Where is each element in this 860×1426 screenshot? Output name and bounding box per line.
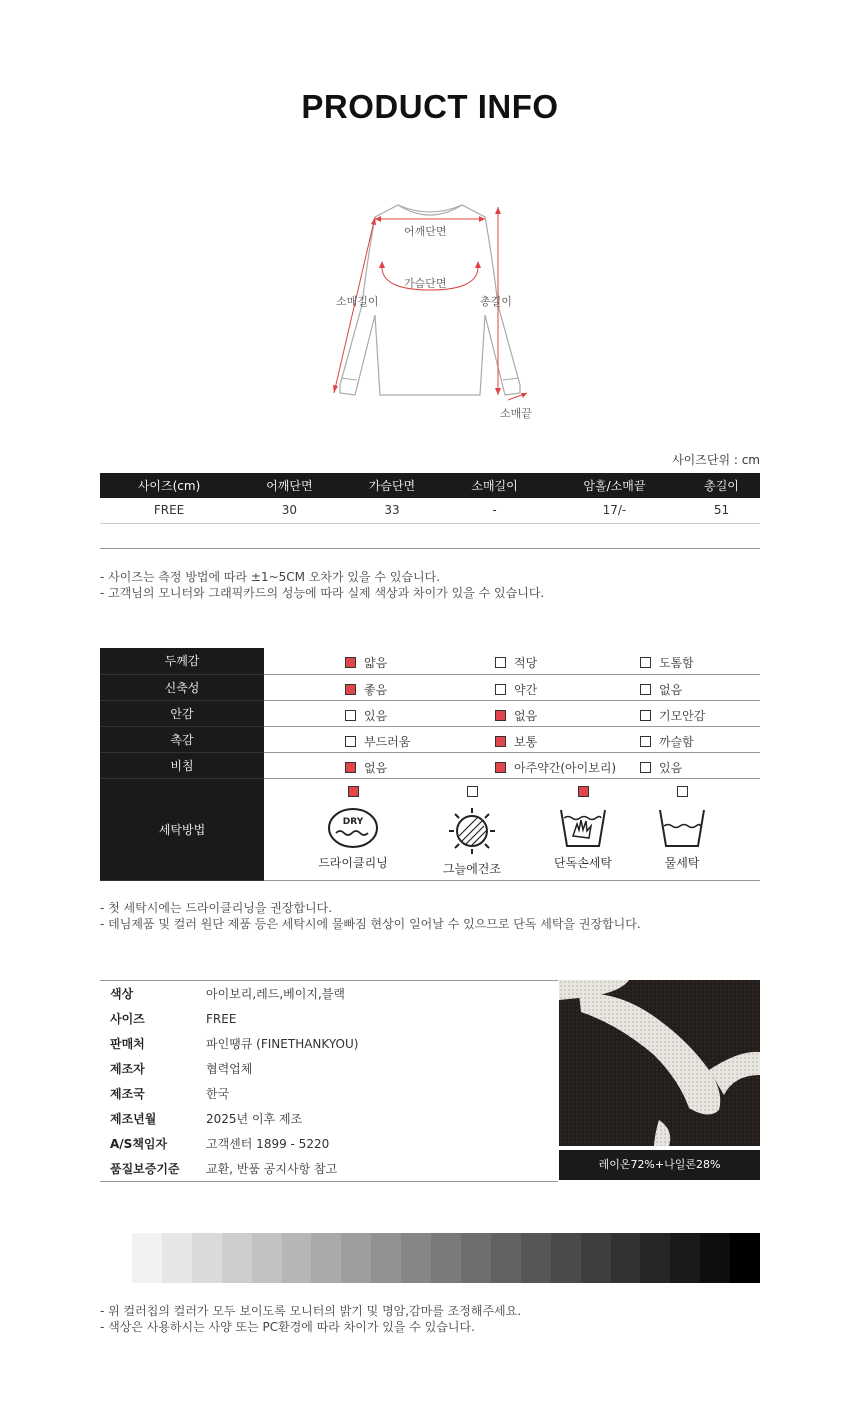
material-option[interactable]: [495, 733, 537, 750]
size-unit: 사이즈단위 : cm: [672, 453, 760, 467]
material-label: 안감: [100, 700, 264, 726]
material-option[interactable]: [640, 681, 682, 698]
gray-chip: [611, 1233, 641, 1283]
option-label: 없음: [364, 760, 388, 775]
option-label: 얇음: [364, 656, 388, 670]
shoulder-label: 어깨단면: [404, 225, 447, 238]
info-row: [100, 1056, 558, 1081]
info-value: FREE: [206, 1011, 237, 1026]
checkbox-icon: [677, 786, 688, 797]
option-label: 좋음: [364, 682, 388, 697]
checkbox-icon: [467, 786, 478, 797]
wash-notes: [100, 900, 641, 932]
info-row: [100, 1131, 558, 1156]
product-info-table: [100, 980, 558, 1182]
table-row: [100, 498, 760, 523]
info-row: [100, 981, 558, 1006]
gray-chip: [401, 1233, 431, 1283]
sleeve-length-label: 소매길이: [336, 295, 379, 308]
material-label: 신축성: [100, 674, 264, 700]
material-option[interactable]: [345, 733, 410, 750]
wash-option[interactable]: [528, 779, 638, 871]
gray-chip: [132, 1233, 162, 1283]
material-options: [264, 752, 760, 778]
option-label: 도톰함: [659, 656, 694, 670]
info-key: 제조국: [110, 1087, 145, 1101]
cell-size: FREE: [100, 498, 238, 523]
material-label: 비침: [100, 752, 264, 778]
color-note: - 색상은 사용하시는 사양 또는 PC환경에 따라 차이가 있을 수 있습니다.: [100, 1320, 475, 1334]
wash-label: 드라이클리닝: [318, 855, 388, 870]
material-option[interactable]: [640, 733, 694, 750]
header-chest: 가슴단면: [341, 473, 444, 498]
checkbox-icon: [348, 786, 359, 797]
material-options: [264, 648, 760, 674]
info-key: 제조년월: [110, 1112, 157, 1126]
chest-label: 가슴단면: [404, 277, 447, 290]
checkbox-icon: [345, 762, 356, 773]
gray-chip: [431, 1233, 461, 1283]
material-row: [100, 726, 760, 752]
gray-chip: [252, 1233, 282, 1283]
info-value: 2025년 이후 제조: [206, 1112, 303, 1126]
cell-length: 51: [683, 498, 760, 523]
cell-shoulder: 30: [238, 498, 341, 523]
header-sleeve: 소매길이: [443, 473, 546, 498]
checkbox-icon: [345, 710, 356, 721]
header-size: 사이즈(cm): [100, 473, 238, 498]
option-label: 까슬함: [659, 734, 694, 749]
info-value: 아이보리,레드,베이지,블랙: [206, 987, 345, 1001]
info-row: [100, 1031, 558, 1056]
option-label: 기모안감: [659, 708, 706, 723]
checkbox-icon: [640, 762, 651, 773]
gray-chip: [192, 1233, 222, 1283]
header-armhole: 암홀/소매끝: [546, 473, 683, 498]
wash-option[interactable]: [298, 779, 408, 871]
checkbox-icon: [345, 684, 356, 695]
checkbox-icon: [640, 657, 651, 668]
gray-chip: [521, 1233, 551, 1283]
svg-text:DRY: DRY: [342, 816, 364, 827]
wash-label: 물세탁: [664, 855, 700, 870]
checkbox-icon: [495, 736, 506, 747]
material-option[interactable]: [345, 654, 387, 671]
option-label: 있음: [364, 708, 388, 723]
cell-sleeve: -: [443, 498, 546, 523]
checkbox-icon: [495, 710, 506, 721]
material-option[interactable]: [640, 707, 705, 724]
checkbox-icon: [345, 736, 356, 747]
gray-chip: [670, 1233, 700, 1283]
material-option[interactable]: [345, 707, 387, 724]
info-row: [100, 1106, 558, 1131]
wash-option[interactable]: [627, 779, 737, 871]
option-label: 없음: [659, 682, 683, 697]
header-length: 총길이: [683, 473, 760, 498]
checkbox-icon: [578, 786, 589, 797]
gray-chip: [640, 1233, 670, 1283]
gray-chip: [700, 1233, 730, 1283]
color-notes: [100, 1303, 521, 1335]
checkbox-icon: [345, 657, 356, 668]
info-row: [100, 1081, 558, 1106]
option-label: 적당: [514, 656, 538, 670]
hand-wash-icon: [528, 806, 638, 850]
gray-chip: [311, 1233, 341, 1283]
water-wash-icon: [627, 806, 737, 850]
table-row-empty: [100, 523, 760, 548]
wash-label: 단독손세탁: [554, 855, 612, 870]
size-notes: [100, 569, 544, 601]
page-title: PRODUCT INFO: [301, 88, 559, 125]
size-note: - 사이즈는 측정 방법에 따라 ±1~5CM 오차가 있을 수 있습니다.: [100, 570, 441, 584]
material-option[interactable]: [495, 759, 616, 776]
gray-chip: [222, 1233, 252, 1283]
info-key: 품질보증기준: [110, 1162, 180, 1176]
info-key: 제조자: [110, 1062, 145, 1076]
info-value: 한국: [206, 1087, 230, 1101]
info-row: [100, 1006, 558, 1031]
material-label: 두께감: [100, 648, 264, 674]
material-options: [264, 700, 760, 726]
material-label: 촉감: [100, 726, 264, 752]
material-option[interactable]: [495, 654, 537, 671]
option-label: 아주약간(아이보리): [514, 760, 617, 775]
material-option[interactable]: [640, 654, 694, 671]
measurement-diagram: [320, 195, 540, 425]
material-row: [100, 700, 760, 726]
fabric-swatch-image: [559, 980, 760, 1146]
color-note: - 위 컬러칩의 컬러가 모두 보이도록 모니터의 밝기 및 명암,감마를 조정해주세요.: [100, 1304, 522, 1318]
material-options: [264, 674, 760, 700]
checkbox-icon: [640, 710, 651, 721]
wash-label: 그늘에건조: [443, 861, 501, 876]
fabric-composition: 레이온72%+나일론28%: [559, 1150, 760, 1180]
gray-chip: [491, 1233, 521, 1283]
option-label: 약간: [514, 682, 538, 697]
gray-chip: [371, 1233, 401, 1283]
material-option[interactable]: [345, 759, 387, 776]
info-key: 판매처: [110, 1037, 145, 1051]
option-label: 부드러움: [364, 734, 411, 749]
washing-row: [100, 778, 760, 880]
wash-note: - 데님제품 및 컬러 원단 제품 등은 세탁시에 물빠짐 현상이 일어날 수 있으므로 단독 세탁을 권장합니다.: [100, 917, 641, 931]
option-label: 있음: [659, 760, 683, 775]
gray-chip: [282, 1233, 312, 1283]
material-row: [100, 648, 760, 674]
checkbox-icon: [495, 657, 506, 668]
gray-chip: [341, 1233, 371, 1283]
checkbox-icon: [495, 762, 506, 773]
info-value: 협력업체: [206, 1062, 253, 1076]
gray-chip: [581, 1233, 611, 1283]
material-row: [100, 752, 760, 778]
info-key: A/S책임자: [110, 1137, 168, 1151]
header-shoulder: 어깨단면: [238, 473, 341, 498]
shade-dry-icon: [417, 806, 527, 856]
cell-chest: 33: [341, 498, 444, 523]
washing-label: 세탁방법: [100, 778, 264, 880]
material-option[interactable]: [495, 707, 537, 724]
info-key: 사이즈: [110, 1012, 145, 1026]
size-table-header: [100, 473, 760, 498]
material-option[interactable]: [495, 681, 537, 698]
gray-chip: [730, 1233, 760, 1283]
material-option[interactable]: [640, 759, 682, 776]
info-value: 고객센터 1899 - 5220: [206, 1137, 330, 1151]
material-table: [100, 648, 760, 881]
gray-chip: [551, 1233, 581, 1283]
gray-chip: [162, 1233, 192, 1283]
option-label: 보통: [514, 734, 538, 749]
checkbox-icon: [495, 684, 506, 695]
total-length-label: 총길이: [480, 295, 512, 308]
washing-options: [264, 778, 760, 880]
info-value: 파인땡큐 (FINETHANKYOU): [206, 1037, 359, 1051]
option-label: 없음: [514, 708, 538, 723]
material-option[interactable]: [345, 681, 387, 698]
gray-scale-chart: [132, 1233, 760, 1283]
info-key: 색상: [110, 987, 134, 1001]
wash-note: - 첫 세탁시에는 드라이클리닝을 권장합니다.: [100, 901, 333, 915]
checkbox-icon: [640, 684, 651, 695]
dry-clean-icon: [298, 806, 408, 850]
cell-armhole: 17/-: [546, 498, 683, 523]
info-value: 교환, 반품 공지사항 참고: [206, 1162, 338, 1176]
checkbox-icon: [640, 736, 651, 747]
size-table: [100, 473, 760, 549]
gray-chip: [461, 1233, 491, 1283]
info-row: [100, 1156, 558, 1181]
material-options: [264, 726, 760, 752]
material-row: [100, 674, 760, 700]
cuff-label: 소매끝: [500, 407, 532, 420]
size-note: - 고객님의 모니터와 그래픽카드의 성능에 따라 실제 색상과 차이가 있을 수 있습니다.: [100, 586, 545, 600]
wash-option[interactable]: [417, 779, 527, 877]
